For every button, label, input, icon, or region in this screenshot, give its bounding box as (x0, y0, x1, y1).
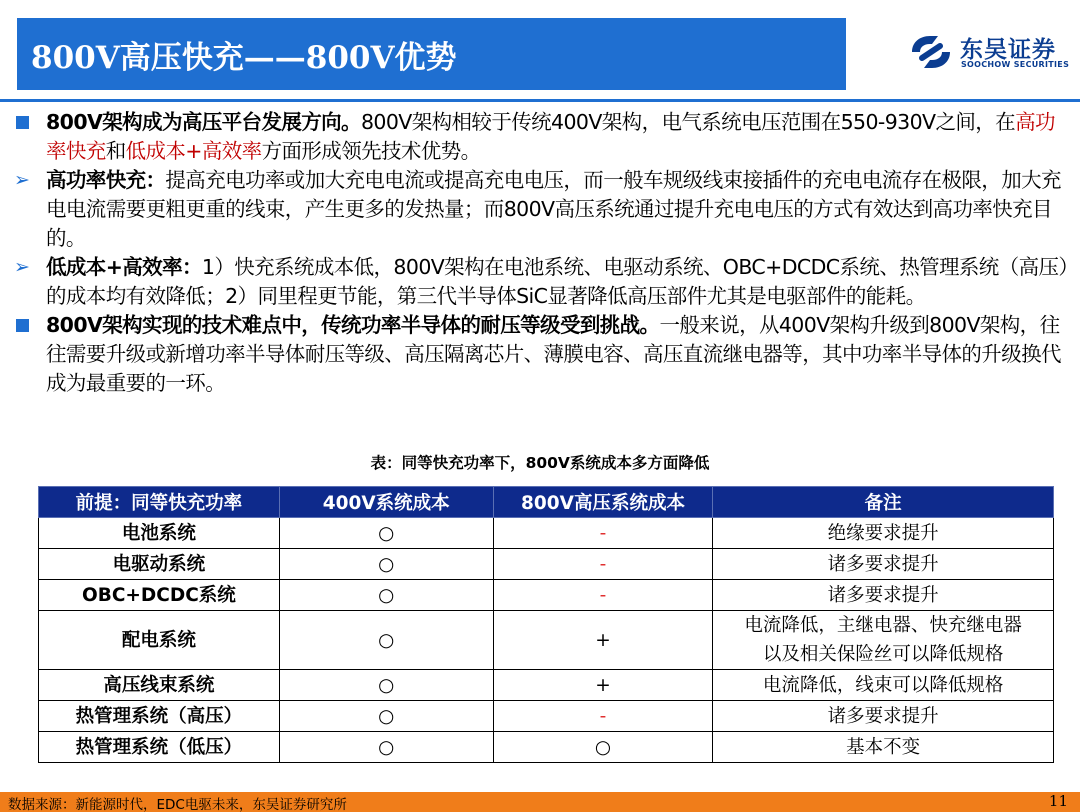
arrow-bullet-icon: ➢ (14, 169, 30, 191)
soochow-logo-icon (908, 34, 954, 70)
para-text: 一般来说，从400V架构升级到800V架构，往往需要升级或新增功率半导体耐压等级、高压隔离芯片、薄膜电容、高压直流继电器等，其中功率半导体的升级换代成为最重要的一环。 (46, 313, 1061, 395)
highlight-text: 低成本+高效率 (125, 139, 262, 163)
row-note-line: 以及相关保险丝可以降低规格 (762, 644, 1004, 665)
para-text: 1）快充系统成本低，800V架构在电池系统、电驱动系统、OBC+DCDC系统、热管理系统（高压）的成本均有效降低；2）同里程更节能，第三代半导体SiC显著降低高压部件尤其是电驱部件的能耗。 (46, 255, 1069, 308)
row-category: 电池系统 (39, 518, 280, 549)
para-text: 方面形成领先技术优势。 (261, 139, 481, 163)
footer-bar (0, 792, 1080, 812)
column-header: 备注 (713, 487, 1054, 518)
table-header-row (39, 487, 1054, 518)
cost-comparison-table (38, 486, 1054, 763)
row-note: 电流降低，线束可以降低规格 (713, 670, 1054, 701)
cost-800v: - (493, 549, 713, 580)
paragraph-low-cost (12, 253, 1072, 311)
paragraph-architecture (12, 108, 1072, 166)
row-note: 诸多要求提升 (713, 580, 1054, 611)
row-category: 热管理系统（低压） (39, 732, 280, 763)
row-category: 热管理系统（高压） (39, 701, 280, 732)
para-text: 和 (105, 139, 126, 163)
cost-800v: + (493, 611, 713, 670)
body-text (12, 108, 1072, 398)
para-bold-lead: 800V架构成为高压平台发展方向。 (46, 110, 361, 134)
para-bold-lead: 高功率快充： (46, 168, 166, 192)
square-bullet-icon (16, 319, 29, 332)
header-divider (0, 99, 1080, 102)
cost-400v: ○ (279, 701, 493, 732)
page-number: 11 (1048, 792, 1068, 810)
table-row (39, 701, 1054, 732)
para-text: 提高充电功率或加大充电电流或提高充电电压，而一般车规级线束接插件的充电电流存在极限，加大充电电流需要更粗更重的线束，产生更多的发热量；而800V高压系统通过提升充电电压的方式有效达到高功率快充目的。 (46, 168, 1061, 250)
row-category: OBC+DCDC系统 (39, 580, 280, 611)
data-source: 数据来源：新能源时代，EDC电驱未来，东吴证券研究所 (8, 797, 347, 812)
arrow-bullet-icon: ➢ (14, 256, 30, 278)
cost-400v: ○ (279, 549, 493, 580)
column-header: 前提：同等快充功率 (39, 487, 280, 518)
table-row (39, 670, 1054, 701)
page-title: 800V高压快充——800V优势 (31, 39, 457, 76)
cost-400v: ○ (279, 611, 493, 670)
para-bold-lead: 800V架构实现的技术难点中，传统功率半导体的耐压等级受到挑战。 (46, 313, 660, 337)
row-category: 配电系统 (39, 611, 280, 670)
company-logo (908, 30, 1073, 74)
row-category: 电驱动系统 (39, 549, 280, 580)
cost-400v: ○ (279, 580, 493, 611)
logo-chinese-name: 东吴证券 (960, 36, 1056, 63)
title-bar (17, 18, 846, 90)
cost-800v: ○ (493, 732, 713, 763)
column-header: 800V高压系统成本 (493, 487, 713, 518)
row-note (713, 611, 1054, 670)
table-row (39, 732, 1054, 763)
para-text: 800V架构相较于传统400V架构，电气系统电压范围在550-930V之间，在 (360, 110, 1016, 134)
cost-400v: ○ (279, 670, 493, 701)
cost-800v: - (493, 518, 713, 549)
table-row (39, 580, 1054, 611)
logo-english-name: SOOCHOW SECURITIES (961, 60, 1070, 69)
table-caption: 表：同等快充功率下，800V系统成本多方面降低 (370, 454, 710, 472)
row-note: 绝缘要求提升 (713, 518, 1054, 549)
cost-800v: - (493, 580, 713, 611)
table-row (39, 611, 1054, 670)
square-bullet-icon (16, 116, 29, 129)
cost-400v: ○ (279, 732, 493, 763)
cost-800v: - (493, 701, 713, 732)
table-row (39, 549, 1054, 580)
paragraph-difficulty (12, 311, 1072, 398)
cost-400v: ○ (279, 518, 493, 549)
row-category: 高压线束系统 (39, 670, 280, 701)
table-row (39, 518, 1054, 549)
row-note: 诸多要求提升 (713, 549, 1054, 580)
cost-800v: + (493, 670, 713, 701)
row-note: 基本不变 (713, 732, 1054, 763)
paragraph-fast-charge (12, 166, 1072, 253)
highlight-text: 高功率快充 (46, 110, 1055, 163)
column-header: 400V系统成本 (279, 487, 493, 518)
row-note-line: 电流降低，主继电器、快充继电器 (744, 615, 1022, 636)
row-note: 诸多要求提升 (713, 701, 1054, 732)
para-bold-lead: 低成本+高效率： (46, 255, 202, 279)
